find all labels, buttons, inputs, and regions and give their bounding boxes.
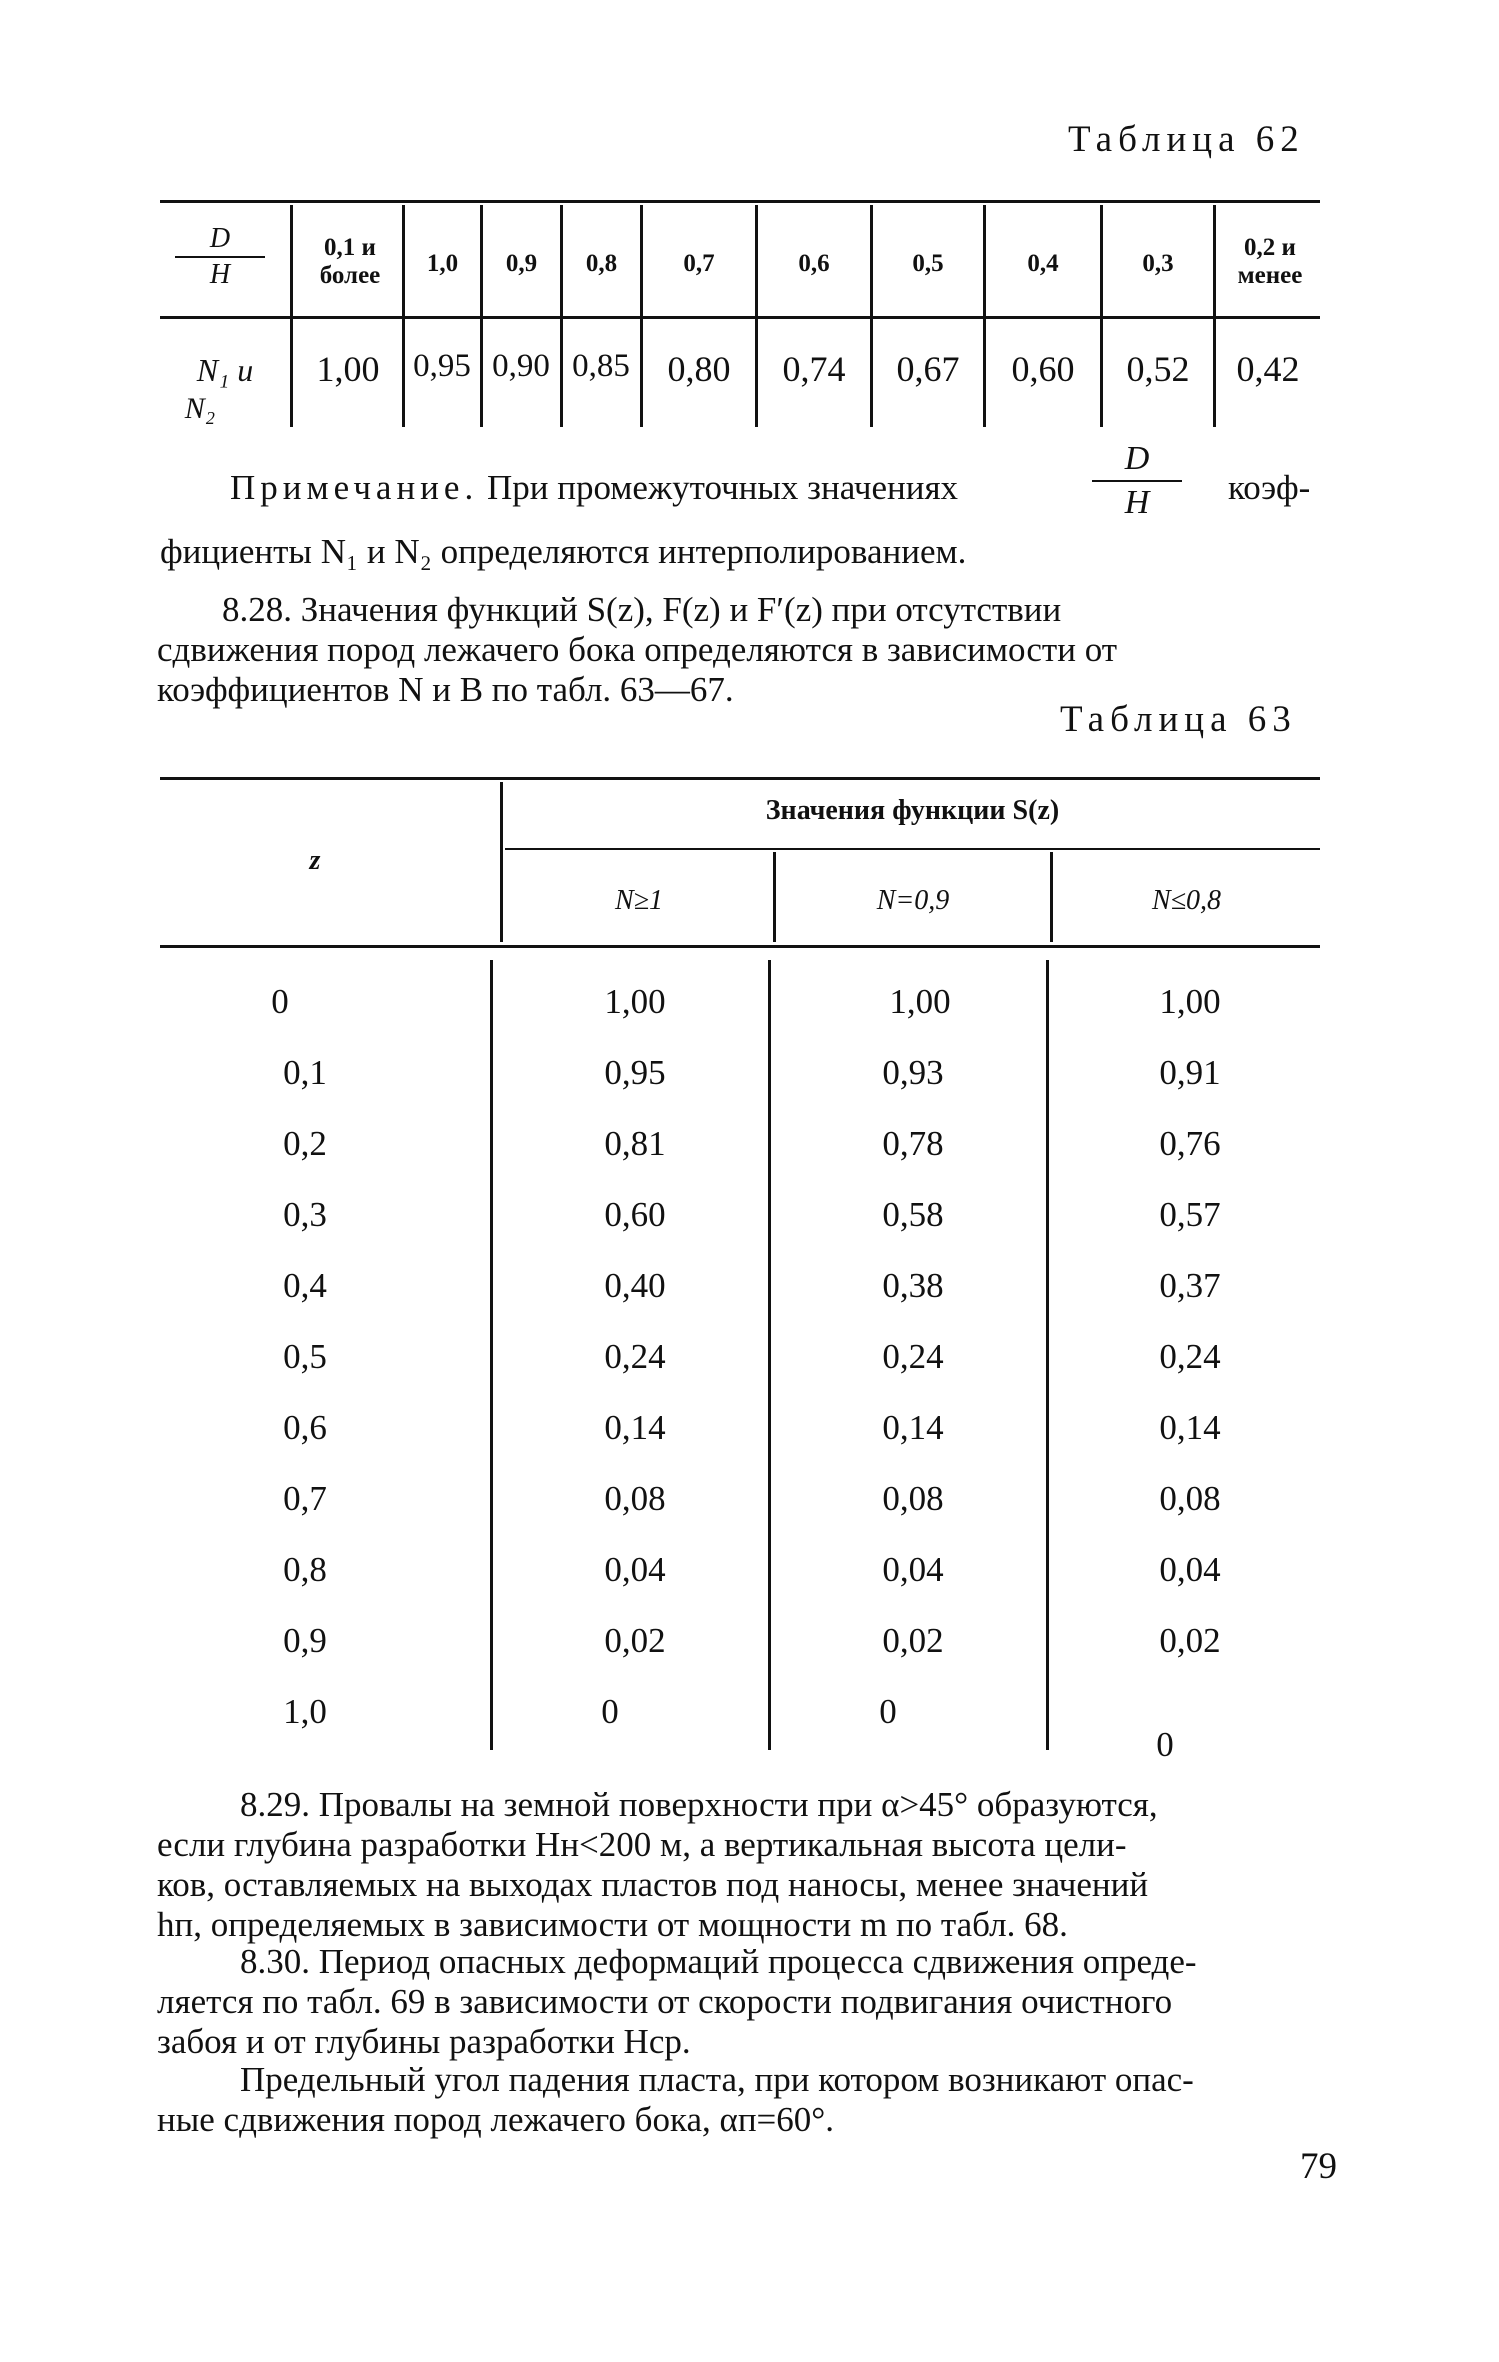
table-63-value: 0,02	[604, 1621, 666, 1660]
table-62-value: 0,80	[667, 349, 731, 389]
table-62-header-cell: 0,2 и менее	[1237, 234, 1303, 289]
note-text-continued: коэф-	[1228, 468, 1311, 507]
table-62-value: 0,74	[782, 349, 846, 389]
table-62-value: 0,42	[1236, 349, 1300, 389]
table-62-header-cell: 0,1 и более	[319, 234, 381, 289]
table-62-value: 0,52	[1126, 349, 1190, 389]
table-63-value: 0,78	[882, 1124, 944, 1163]
table-63-top-rule	[160, 777, 1320, 780]
table-62-vline	[983, 205, 986, 427]
table-62-vline	[402, 205, 405, 427]
table-63-value: 0,91	[1159, 1053, 1221, 1092]
table-62-value: 0,95	[413, 348, 471, 384]
table-63-value: 0,24	[1159, 1337, 1221, 1376]
table-62-value: 0,60	[1011, 349, 1075, 389]
table-63-value: 1,00	[889, 982, 951, 1021]
table-63-value: 0,95	[604, 1053, 666, 1092]
table-63-value: 1,00	[1159, 982, 1221, 1021]
table-63-z: 0,3	[283, 1195, 327, 1234]
paragraph-line: ные сдвижения пород лежачего бока, αп=60°.	[157, 2100, 835, 2139]
paragraph-line: hп, определяемых в зависимости от мощности m по табл. 68.	[157, 1905, 1068, 1944]
table-63-value: 0,02	[1159, 1621, 1221, 1660]
paragraph-line: 8.29. Провалы на земной поверхности при α>45° образуются,	[240, 1785, 1158, 1824]
note-line-2: фициенты N₁ и N₂ определяются интерполированием.	[160, 532, 967, 571]
table-63-value: 0,57	[1159, 1195, 1221, 1234]
table-63-z: 0,2	[283, 1124, 327, 1163]
table-63-value: 0	[879, 1692, 897, 1731]
table-63-vline	[768, 960, 771, 1750]
table-63-sub-header: N=0,9	[876, 885, 950, 916]
table-63-value: 0,76	[1159, 1124, 1221, 1163]
paragraph-line: Предельный угол падения пласта, при котором возникают опас-	[240, 2060, 1194, 2099]
table-62-header-cell: 0,3	[1142, 250, 1174, 277]
table-62-header-cell: 0,6	[798, 250, 830, 277]
table-63-sub-header: N≤0,8	[1151, 885, 1222, 916]
table-63-value: 1,00	[604, 982, 666, 1021]
table-63-z: 0,6	[283, 1408, 327, 1447]
page-number: 79	[1300, 2146, 1337, 2187]
table-63-value: 0,14	[604, 1408, 666, 1447]
table-62-vline	[640, 205, 643, 427]
table-62-caption: Таблица 62	[1068, 119, 1305, 160]
table-63-value: 0,02	[882, 1621, 944, 1660]
table-62-vline	[290, 205, 293, 427]
table-63-vline	[500, 782, 503, 942]
table-63-header-rule	[160, 945, 1320, 948]
table-62-vline	[1213, 205, 1216, 427]
table-62-value: 0,90	[492, 348, 550, 384]
fraction-numerator: D	[1092, 438, 1182, 482]
table-62-vline	[755, 205, 758, 427]
final-paragraph	[157, 2060, 1335, 2140]
table-63-z: 1,0	[283, 1692, 327, 1731]
table-63-z: 0,4	[283, 1266, 327, 1305]
table-62-top-rule	[160, 200, 1320, 203]
table-63-value: 0,81	[604, 1124, 666, 1163]
table-63-caption: Таблица 63	[1060, 699, 1297, 740]
table-62-value: 0,85	[572, 348, 630, 384]
table-63-group-rule	[505, 848, 1320, 850]
table-62-value: 0,67	[896, 349, 960, 389]
table-63-value: 0,38	[882, 1266, 944, 1305]
paragraph-line: коэффициентов N и B по табл. 63—67.	[157, 670, 734, 709]
table-63-value: 0,58	[882, 1195, 944, 1234]
table-62-header-cell: 0,5	[912, 250, 944, 277]
table-62-vline	[870, 205, 873, 427]
table-63-value: 0,08	[1159, 1479, 1221, 1518]
table-62-header-fraction	[175, 222, 265, 292]
table-62-vline	[480, 205, 483, 427]
paragraph-line: ков, оставляемых на выходах пластов под наносы, менее значений	[157, 1865, 1149, 1904]
table-63-value: 0	[1156, 1725, 1174, 1764]
table-63-value: 0,04	[604, 1550, 666, 1589]
section-8-29	[157, 1785, 1335, 1945]
table-63-value: 0,60	[604, 1195, 666, 1234]
table-62-header-cell: 0,9	[505, 250, 538, 277]
table-63-value: 0,24	[882, 1337, 944, 1376]
note-prefix: Примечание.	[230, 468, 479, 507]
table-63-value: 0,08	[604, 1479, 666, 1518]
table-63-sub-header: N≥1	[614, 885, 664, 916]
table-63-z: 0,1	[283, 1053, 327, 1092]
table-63-value: 0,14	[1159, 1408, 1221, 1447]
table-63-value: 0,24	[604, 1337, 666, 1376]
table-63-value: 0,14	[882, 1408, 944, 1447]
fraction-denominator: H	[1124, 484, 1150, 521]
table-63-value: 0,08	[882, 1479, 944, 1518]
fraction-denominator: H	[209, 259, 231, 290]
table-63-z: 0,9	[283, 1621, 327, 1660]
note-fraction	[1092, 438, 1182, 524]
paragraph-line: ляется по табл. 69 в зависимости от скорости подвигания очистного	[157, 1982, 1173, 2021]
table-62-row-label: N₂	[184, 392, 216, 425]
table-63-value: 0,37	[1159, 1266, 1221, 1305]
paragraph-line: 8.28. Значения функций S(z), F(z) и F′(z) при отсутствии	[222, 590, 1062, 629]
table-62-header-cell: 1,0	[426, 250, 459, 277]
paragraph-line: 8.30. Период опасных деформаций процесса сдвижения опреде-	[240, 1942, 1197, 1981]
note-line-1	[230, 468, 958, 508]
paragraph-line: забоя и от глубины разработки Hср.	[157, 2022, 691, 2061]
table-63-vline	[1046, 960, 1049, 1750]
table-63-group-header: Значения функции S(z)	[765, 795, 1060, 826]
table-63-z-header: z	[309, 845, 321, 876]
fraction-numerator: D	[175, 222, 265, 258]
table-62-vline	[560, 205, 563, 427]
table-62-header-rule	[160, 316, 1320, 319]
table-63-value: 0,40	[604, 1266, 666, 1305]
table-63-value: 0,93	[882, 1053, 944, 1092]
table-62-header-cell: 0,4	[1027, 250, 1059, 277]
section-8-30	[157, 1942, 1335, 2062]
table-63-z: 0,8	[283, 1550, 327, 1589]
paragraph-line: если глубина разработки Hн<200 м, а вертикальная высота цели-	[157, 1825, 1127, 1864]
table-62-header-cell: 0,7	[683, 250, 715, 277]
table-62-row-label: N₁ и	[196, 352, 254, 388]
table-63-vline	[490, 960, 493, 1750]
table-63-value: 0,04	[882, 1550, 944, 1589]
note-text: При промежуточных значениях	[486, 468, 959, 507]
section-8-28	[157, 590, 1320, 710]
table-63-z: 0	[271, 982, 289, 1021]
table-63-z: 0,5	[283, 1337, 327, 1376]
table-62-vline	[1100, 205, 1103, 427]
table-63-value: 0	[601, 1692, 619, 1731]
table-62-header-cell: 0,8	[585, 250, 618, 277]
table-62-value: 1,00	[316, 349, 380, 389]
table-63-value: 0,04	[1159, 1550, 1221, 1589]
paragraph-line: сдвижения пород лежачего бока определяются в зависимости от	[157, 630, 1118, 669]
table-63-z: 0,7	[283, 1479, 327, 1518]
